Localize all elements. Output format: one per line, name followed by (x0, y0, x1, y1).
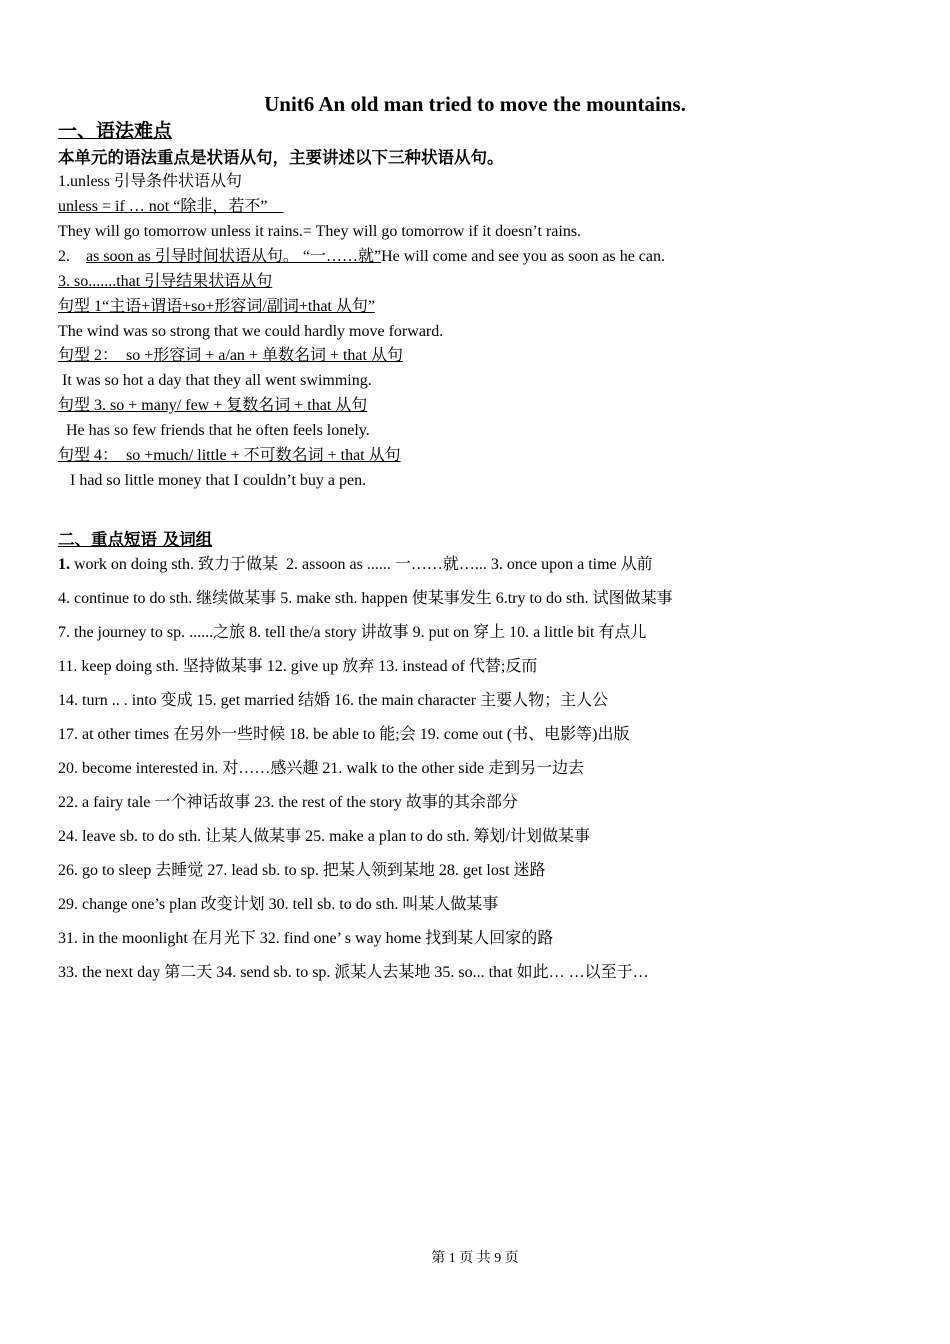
page-footer: 第 1 页 共 9 页 (431, 1251, 519, 1266)
pattern3: 句型 3. so + many/ few + 复数名词 + that 从句 (58, 397, 368, 414)
unless-definition: unless = if … not “除非，若不” (58, 198, 284, 215)
pattern2-example: It was so hot a day that they all went swimming. (58, 372, 372, 389)
document-title: Unit6 An old man tried to move the mountains. (264, 92, 686, 116)
phrase-line-10: 26. go to sleep 去睡觉 27. lead sb. to sp. 把某人领到某地 28. get lost 迷路 (58, 862, 546, 879)
pattern1: 句型 1“主语+谓语+so+形容词/副词+that 从句” (58, 298, 375, 315)
phrase-line-1 (58, 555, 653, 575)
unless-title: 1.unless 引导条件状语从句 (58, 173, 243, 190)
as-soon-as-definition: as soon as 引导时间状语从句。 “一……就” (86, 248, 382, 265)
pattern2: 句型 2： so +形容词 + a/an + 单数名词 + that 从句 (58, 347, 403, 364)
section1-intro: 本单元的语法重点是状语从句，主要讲述以下三种状语从句。 (58, 148, 504, 167)
so-that-title: 3. so.......that 引导结果状语从句 (58, 273, 273, 290)
as-soon-as-example: He will come and see you as soon as he can. (381, 248, 666, 265)
phrase-line-6: 17. at other times 在另外一些时候 18. be able to 能;会 19. come out (书、电影等)出版 (58, 726, 630, 743)
phrase-line-11: 29. change one’s plan 改变计划 30. tell sb. to do sth. 叫某人做某事 (58, 896, 499, 913)
phrase-line-13: 33. the next day 第二天 34. send sb. to sp. 派某人去某地 35. so... that 如此… …以至于… (58, 964, 649, 981)
item2-number: 2. (58, 248, 86, 265)
phrase-line-7: 20. become interested in. 对……感兴趣 21. walk to the other side 走到另一边去 (58, 760, 585, 777)
phrase-line-3: 7. the journey to sp. ......之旅 8. tell the/a story 讲故事 9. put on 穿上 10. a little bit 有点儿 (58, 624, 647, 641)
section2-heading: 二、重点短语 及词组 (58, 530, 213, 549)
as-soon-as-line (58, 247, 665, 267)
phrase-line-4: 11. keep doing sth. 坚持做某事 12. give up 放弃 13. instead of 代替;反而 (58, 658, 538, 675)
phrase-line-12: 31. in the moonlight 在月光下 32. find one’ s way home 找到某人回家的路 (58, 930, 554, 947)
pattern1-example: The wind was so strong that we could hardly move forward. (58, 323, 444, 340)
phrase-first-number: 1. (58, 556, 70, 573)
section1-heading: 一、语法难点 (58, 120, 173, 142)
phrase-line-5: 14. turn .. . into 变成 15. get married 结婚 16. the main character 主要人物；主人公 (58, 692, 609, 709)
phrase-line-8: 22. a fairy tale 一个神话故事 23. the rest of the story 故事的其余部分 (58, 794, 518, 811)
phrase-line-9: 24. leave sb. to do sth. 让某人做某事 25. make a plan to do sth. 筹划/计划做某事 (58, 828, 590, 845)
unless-example: They will go tomorrow unless it rains.= They will go tomorrow if it doesn’t rains. (58, 223, 582, 240)
pattern4-example: I had so little money that I couldn’t buy a pen. (58, 472, 367, 489)
pattern4: 句型 4： so +much/ little + 不可数名词 + that 从句 (58, 447, 401, 464)
phrase-line-2: 4. continue to do sth. 继续做某事 5. make sth. happen 使某事发生 6.try to do sth. 试图做某事 (58, 590, 673, 607)
phrase-line-text: work on doing sth. 致力于做某 2. assoon as ...... 一……就…... 3. once upon a time 从前 (70, 556, 653, 573)
pattern3-example: He has so few friends that he often feels lonely. (58, 422, 370, 439)
